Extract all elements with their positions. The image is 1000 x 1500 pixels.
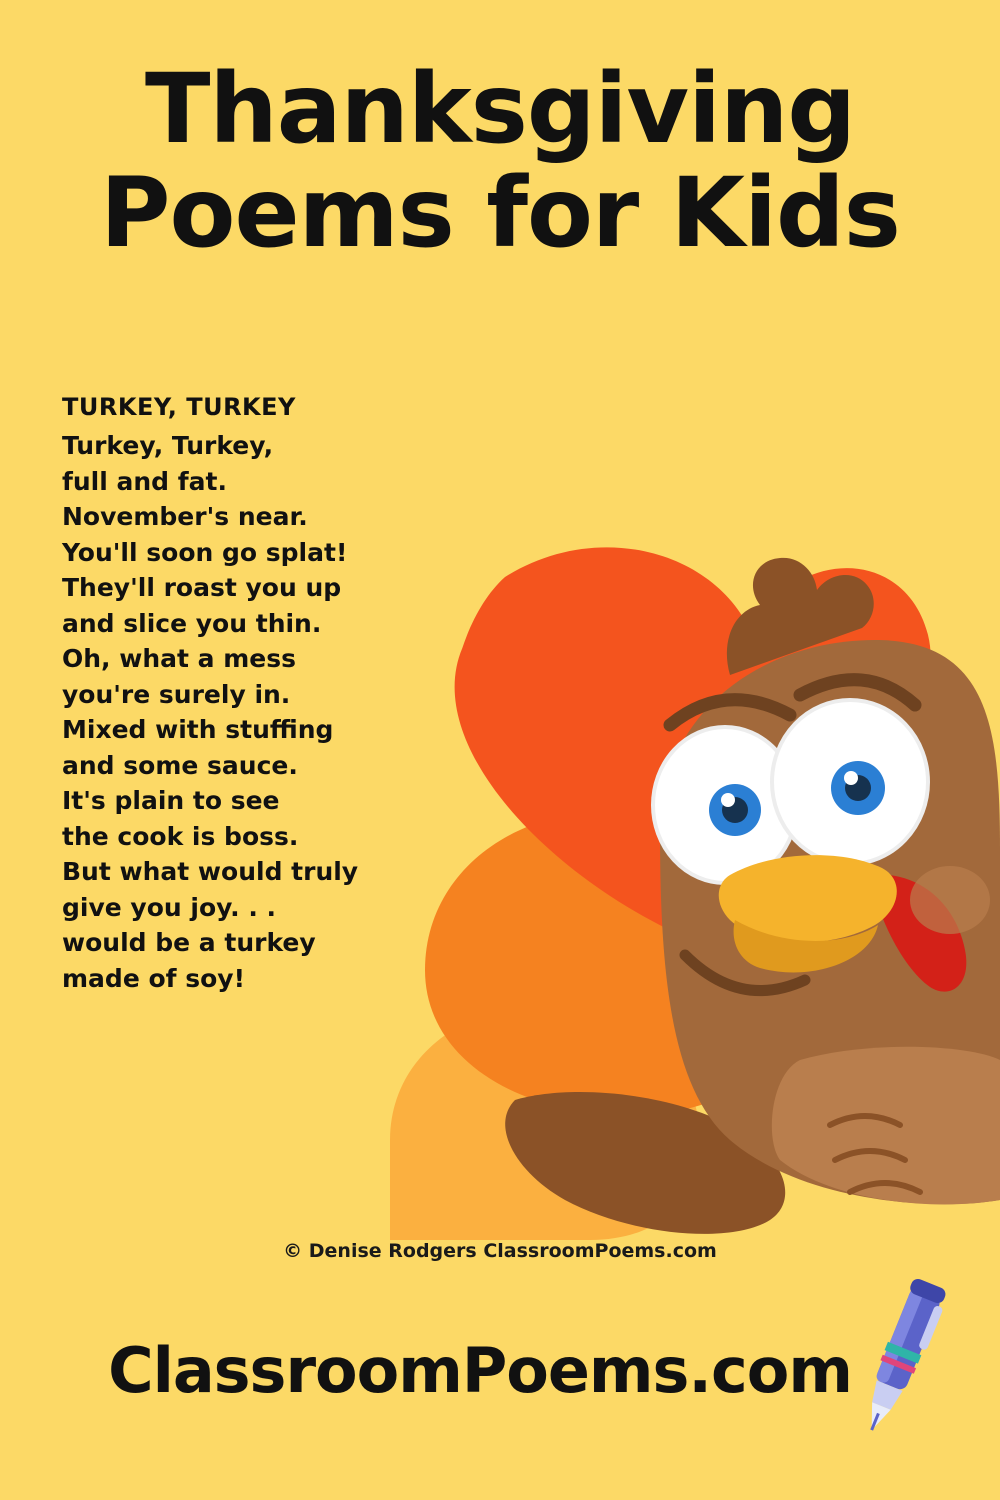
poem-line: would be a turkey [62,928,316,958]
eye-left-glint [721,793,735,807]
poem-text [62,390,422,996]
footer [0,1334,1000,1450]
turkey-illustration [330,500,1000,1240]
poem-line: Turkey, Turkey, [62,431,274,461]
pen-icon [842,1270,962,1440]
poem-line: you're surely in. [62,679,291,709]
poem-line: But what would truly [62,857,359,887]
poem-line: Oh, what a mess [62,644,297,674]
poem-line: and some sauce. [62,750,298,780]
poem-line: and slice you thin. [62,608,322,638]
poem-line: the cook is boss. [62,821,299,851]
poem-line: full and fat. [62,466,227,496]
poem-line: Mixed with stuffing [62,715,334,745]
poem-line: made of soy! [62,963,245,993]
poem-line: It's plain to see [62,786,280,816]
cheek-blush [910,866,990,934]
poem-line: November's near. [62,502,308,532]
poem-heading: TURKEY, TURKEY [62,393,296,421]
brand-wordmark[interactable]: ClassroomPoems.com [108,1334,852,1407]
page-title [0,53,1000,269]
page-title-line-1: Thanksgiving [144,53,856,165]
copyright-credit: © Denise Rodgers ClassroomPoems.com [283,1240,717,1262]
eye-right-glint [844,771,858,785]
poem-line: give you joy. . . [62,892,277,922]
poem-line: You'll soon go splat! [62,537,348,567]
page-title-line-2: Poems for Kids [100,156,900,269]
poem-line: They'll roast you up [62,573,342,603]
